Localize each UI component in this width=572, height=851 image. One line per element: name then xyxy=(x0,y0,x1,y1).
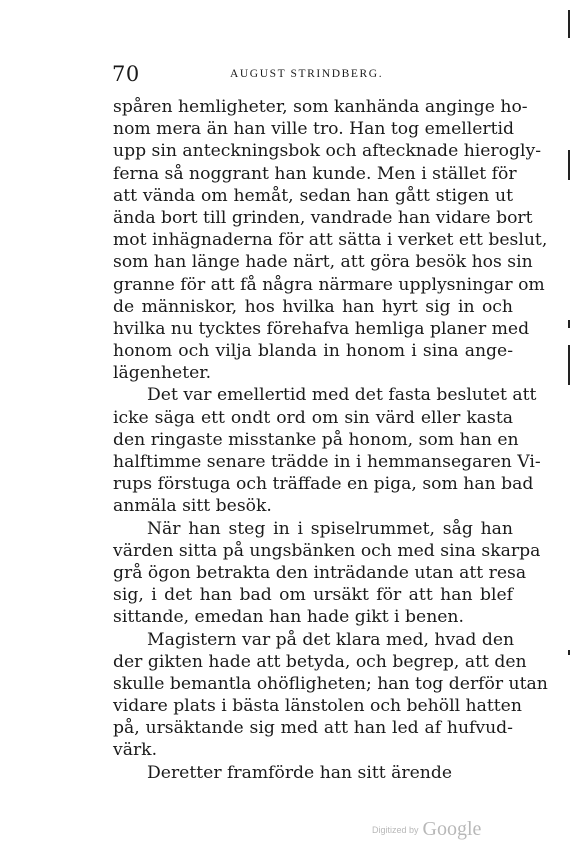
text-line: vidare plats i bästa länstolen och behöll hatten xyxy=(113,696,522,717)
google-logo: Google xyxy=(422,818,482,840)
text-line: mot inhägnaderna för att sätta i verket ett beslut, xyxy=(113,230,548,251)
text-line: sig, i det han bad om ursäkt för att han blef xyxy=(113,585,513,606)
text-line: sittande, emedan han hade gikt i benen. xyxy=(113,607,464,628)
body-text xyxy=(113,96,548,784)
text-line: der gikten hade att betyda, och begrep, att den xyxy=(113,651,527,672)
text-line: värden sitta på ungsbänken och med sina skarpa xyxy=(113,540,541,561)
text-line: den ringaste misstanke på honom, som han en xyxy=(113,429,519,450)
page-header xyxy=(112,62,512,86)
text-line: ferna så noggrant han kunde. Men i stället för xyxy=(113,163,517,184)
digitized-by-text: Digitized by xyxy=(372,824,419,835)
text-line: spåren hemligheter, som kanhända anginge ho- xyxy=(113,97,528,117)
paragraph-start-line: Deretter framförde han sitt ärende xyxy=(147,762,453,783)
text-line: halftimme senare trädde in i hemmansegaren Vi- xyxy=(113,452,541,472)
running-head: AUGUST STRINDBERG. xyxy=(230,68,384,80)
text-line: som han länge hade närt, att göra besök hos sin xyxy=(113,252,533,273)
text-line: värk. xyxy=(113,740,158,761)
text-line: att vända om hemåt, sedan han gått stigen ut xyxy=(113,185,513,206)
text-line: nom mera än han ville tro. Han tog emellertid xyxy=(113,119,515,140)
paragraph-start-line: När han steg in i spiselrummet, såg han xyxy=(147,518,513,539)
text-line: icke säga ett ondt ord om sin värd eller kasta xyxy=(113,407,513,428)
text-line: ända bort till grinden, vandrade han vidare bort xyxy=(113,207,533,228)
digitized-watermark xyxy=(372,818,481,841)
text-line: anmäla sitt besök. xyxy=(113,496,272,517)
text-line: hvilka nu tycktes förehafva hemliga planer med xyxy=(113,318,530,339)
text-line: grå ögon betrakta den inträdande utan att resa xyxy=(113,562,527,583)
text-line: lägenheter. xyxy=(113,363,212,384)
text-line: på, ursäktande sig med att han led af hufvud- xyxy=(113,718,513,739)
text-line: rups förstuga och träffade en piga, som han bad xyxy=(113,474,534,495)
text-line: upp sin anteckningsbok och aftecknade hierogly- xyxy=(113,141,542,162)
text-line: honom och vilja blanda in honom i sina ange- xyxy=(113,341,513,362)
paragraph-start-line: Det var emellertid med det fasta beslutet att xyxy=(147,385,537,406)
page-number: 70 xyxy=(112,62,140,86)
paragraph-start-line: Magistern var på det klara med, hvad den xyxy=(147,629,515,650)
text-line: de människor, hos hvilka han hyrt sig in och xyxy=(113,296,513,317)
text-line: skulle bemantla ohöfligheten; han tog derför utan xyxy=(113,673,548,694)
text-line: granne för att få några närmare upplysningar om xyxy=(113,274,545,295)
scan-edge-marks xyxy=(566,0,572,851)
